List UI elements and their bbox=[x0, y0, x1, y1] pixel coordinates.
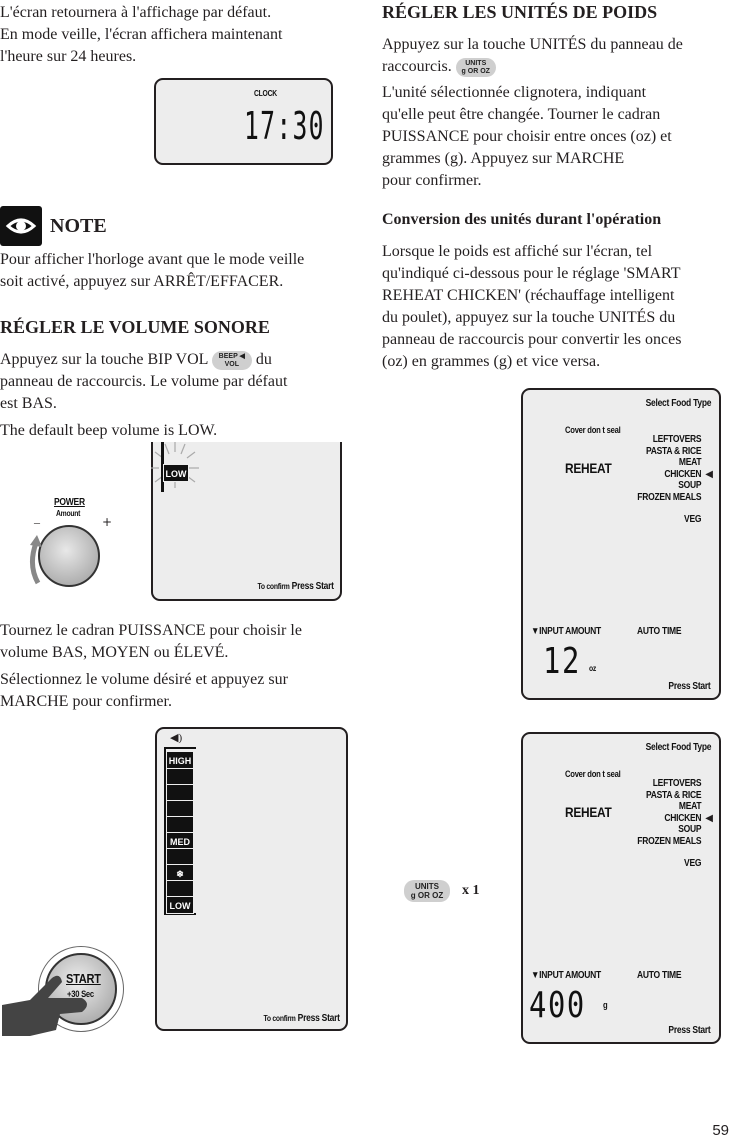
food-veg: VEG bbox=[683, 514, 701, 525]
units-paragraph-1 bbox=[382, 34, 683, 78]
select-food-type: Select Food Type bbox=[645, 742, 711, 753]
knob-dial bbox=[38, 525, 100, 587]
line: panneau de raccourcis. Le volume par défaut bbox=[0, 373, 288, 390]
volume-display-low bbox=[151, 442, 342, 601]
units-key-icon bbox=[404, 880, 450, 902]
key-text: VOL bbox=[224, 360, 239, 368]
unit-label: oz bbox=[589, 664, 597, 673]
line: En mode veille, l'écran affichera maintenant bbox=[0, 26, 283, 43]
clock-label: CLOCK bbox=[254, 89, 277, 98]
confirm-small: To confirm bbox=[263, 1014, 296, 1023]
units-heading: RÉGLER LES UNITÉS DE POIDS bbox=[382, 2, 658, 22]
text: du bbox=[255, 351, 272, 368]
level-low: LOW bbox=[166, 896, 194, 914]
eye-icon bbox=[0, 206, 42, 246]
amount-value: 400 bbox=[529, 985, 586, 1026]
auto-time: AUTO TIME bbox=[637, 970, 682, 981]
confirm-text: Press Start bbox=[297, 1013, 340, 1024]
mode-reheat: REHEAT bbox=[565, 804, 612, 820]
line: panneau de raccourcis pour convertir les onces bbox=[382, 331, 682, 348]
press-start: Press Start bbox=[668, 1025, 711, 1036]
units-key-press bbox=[404, 880, 480, 902]
cover-text: Cover don t seal bbox=[565, 769, 621, 779]
line: (oz) en grammes (g) et vice versa. bbox=[382, 353, 601, 370]
line: soit activé, appuyez sur ARRÊT/EFFACER. bbox=[0, 273, 284, 290]
line: volume BAS, MOYEN ou ÉLEVÉ. bbox=[0, 644, 229, 661]
text: Appuyez sur la touche BIP VOL bbox=[0, 351, 208, 368]
volume-bars bbox=[164, 747, 196, 915]
line: qu'elle peut être changée. Tourner le cadran bbox=[382, 106, 661, 123]
minus-sign: – bbox=[34, 515, 40, 529]
mode-reheat: REHEAT bbox=[565, 460, 612, 476]
clock-display bbox=[154, 78, 333, 165]
press-count: x 1 bbox=[462, 883, 480, 898]
volume-confirm-text bbox=[0, 669, 288, 713]
food-chicken: CHICKEN bbox=[664, 468, 701, 480]
text: raccourcis. bbox=[382, 58, 452, 75]
food-frozen-meals: FROZEN MEALS bbox=[636, 835, 701, 847]
volume-dial-text bbox=[0, 620, 302, 664]
line: pour confirmer. bbox=[382, 172, 482, 189]
key-text: g OR OZ bbox=[410, 891, 444, 900]
default-volume-text: The default beep volume is LOW. bbox=[0, 422, 218, 439]
cover-text: Cover don t seal bbox=[565, 425, 621, 435]
food-veg: VEG bbox=[683, 858, 701, 869]
rotate-arrow-icon bbox=[26, 535, 46, 585]
intro-text bbox=[0, 2, 282, 68]
page-number: 59 bbox=[712, 1122, 729, 1139]
food-list bbox=[626, 778, 701, 847]
reheat-display-oz: Select Food Type Cover don t seal REHEAT LEFTOVERS PASTA & RICE MEAT CHICKEN SOUP FROZEN MEALS ◀ VEG ▼INPUT AMOUNT AUTO TIME 12 oz Press Start bbox=[521, 388, 721, 700]
key-text: UNITS bbox=[415, 882, 439, 891]
volume-paragraph bbox=[0, 349, 287, 415]
snowflake-icon: ❄ bbox=[166, 864, 194, 882]
line: REHEAT CHICKEN' (réchauffage intelligent bbox=[382, 287, 675, 304]
food-meat: MEAT bbox=[678, 457, 701, 468]
reheat-display-g: Select Food Type Cover don t seal REHEAT LEFTOVERS PASTA & RICE MEAT CHICKEN SOUP FROZEN MEALS ◀ VEG ▼INPUT AMOUNT AUTO TIME 400 g Press Start bbox=[521, 732, 721, 1044]
food-leftovers: LEFTOVERS bbox=[652, 434, 701, 445]
unit-label: g bbox=[603, 1000, 608, 1010]
units-paragraph-2 bbox=[382, 82, 672, 192]
food-soup: SOUP bbox=[677, 824, 701, 835]
knob-sub: Amount bbox=[56, 509, 81, 518]
food-pasta-rice: PASTA & RICE bbox=[645, 789, 701, 801]
speaker-icon: ◀) bbox=[170, 732, 183, 744]
input-amount: INPUT AMOUNT bbox=[539, 970, 601, 981]
line: du poulet), appuyez sur la touche UNITÉS du bbox=[382, 309, 676, 326]
food-meat: MEAT bbox=[678, 801, 701, 812]
conversion-subheading: Conversion des unités durant l'opération bbox=[382, 211, 662, 228]
selected-arrow-icon: ◀ bbox=[705, 813, 713, 824]
units-key-icon bbox=[456, 58, 496, 77]
conversion-paragraph bbox=[382, 241, 681, 373]
level-high: HIGH bbox=[166, 751, 194, 769]
food-leftovers: LEFTOVERS bbox=[652, 778, 701, 789]
line: Lorsque le poids est affiché sur l'écran, tel bbox=[382, 243, 653, 260]
line: est BAS. bbox=[0, 395, 57, 412]
key-text: g OR OZ bbox=[461, 67, 490, 75]
line: qu'indiqué ci-dessous pour le réglage 'SMART bbox=[382, 265, 681, 282]
confirm-text: Press Start bbox=[291, 581, 334, 592]
confirm-small: To confirm bbox=[257, 582, 290, 591]
food-soup: SOUP bbox=[677, 480, 701, 491]
food-chicken: CHICKEN bbox=[664, 812, 701, 824]
amount-value: 12 bbox=[543, 641, 581, 682]
start-sub: +30 Sec bbox=[67, 989, 94, 999]
food-frozen-meals: FROZEN MEALS bbox=[636, 491, 701, 503]
line: Tournez le cadran PUISSANCE pour choisir le bbox=[0, 622, 302, 639]
line: l'heure sur 24 heures. bbox=[0, 48, 137, 65]
key-text: BEEP bbox=[218, 352, 238, 360]
plus-sign: + bbox=[102, 515, 113, 529]
line: Appuyez sur la touche UNITÉS du panneau de bbox=[382, 36, 683, 53]
beep-vol-key-icon: BEEP ◀ VOL bbox=[212, 351, 252, 370]
key-text: UNITS bbox=[465, 59, 487, 67]
note-text bbox=[0, 249, 304, 293]
start-label: START bbox=[66, 971, 101, 986]
knob-title: POWER bbox=[54, 497, 85, 508]
line: MARCHE pour confirmer. bbox=[0, 693, 172, 710]
hand-pointer-icon bbox=[0, 960, 100, 1040]
power-knob[interactable] bbox=[28, 495, 118, 595]
line: Pour afficher l'horloge avant que le mode veille bbox=[0, 251, 305, 268]
level-med: MED bbox=[166, 832, 194, 850]
clock-time: 17:30 bbox=[244, 104, 325, 148]
selected-arrow-icon: ◀ bbox=[705, 469, 713, 480]
line: Sélectionnez le volume désiré et appuyez sur bbox=[0, 671, 288, 688]
note-title: NOTE bbox=[50, 215, 107, 237]
volume-display-levels bbox=[155, 727, 348, 1031]
select-food-type: Select Food Type bbox=[645, 398, 711, 409]
line: grammes (g). Appuyez sur MARCHE bbox=[382, 150, 625, 167]
food-pasta-rice: PASTA & RICE bbox=[645, 445, 701, 457]
press-start: Press Start bbox=[668, 681, 711, 692]
line: PUISSANCE pour choisir entre onces (oz) et bbox=[382, 128, 672, 145]
line: L'écran retournera à l'affichage par défaut. bbox=[0, 4, 272, 21]
level-low: LOW bbox=[163, 464, 189, 482]
volume-heading: RÉGLER LE VOLUME SONORE bbox=[0, 317, 270, 337]
line: L'unité sélectionnée clignotera, indiquant bbox=[382, 84, 647, 101]
auto-time: AUTO TIME bbox=[637, 626, 682, 637]
food-list bbox=[626, 434, 701, 503]
input-amount: INPUT AMOUNT bbox=[539, 626, 601, 637]
